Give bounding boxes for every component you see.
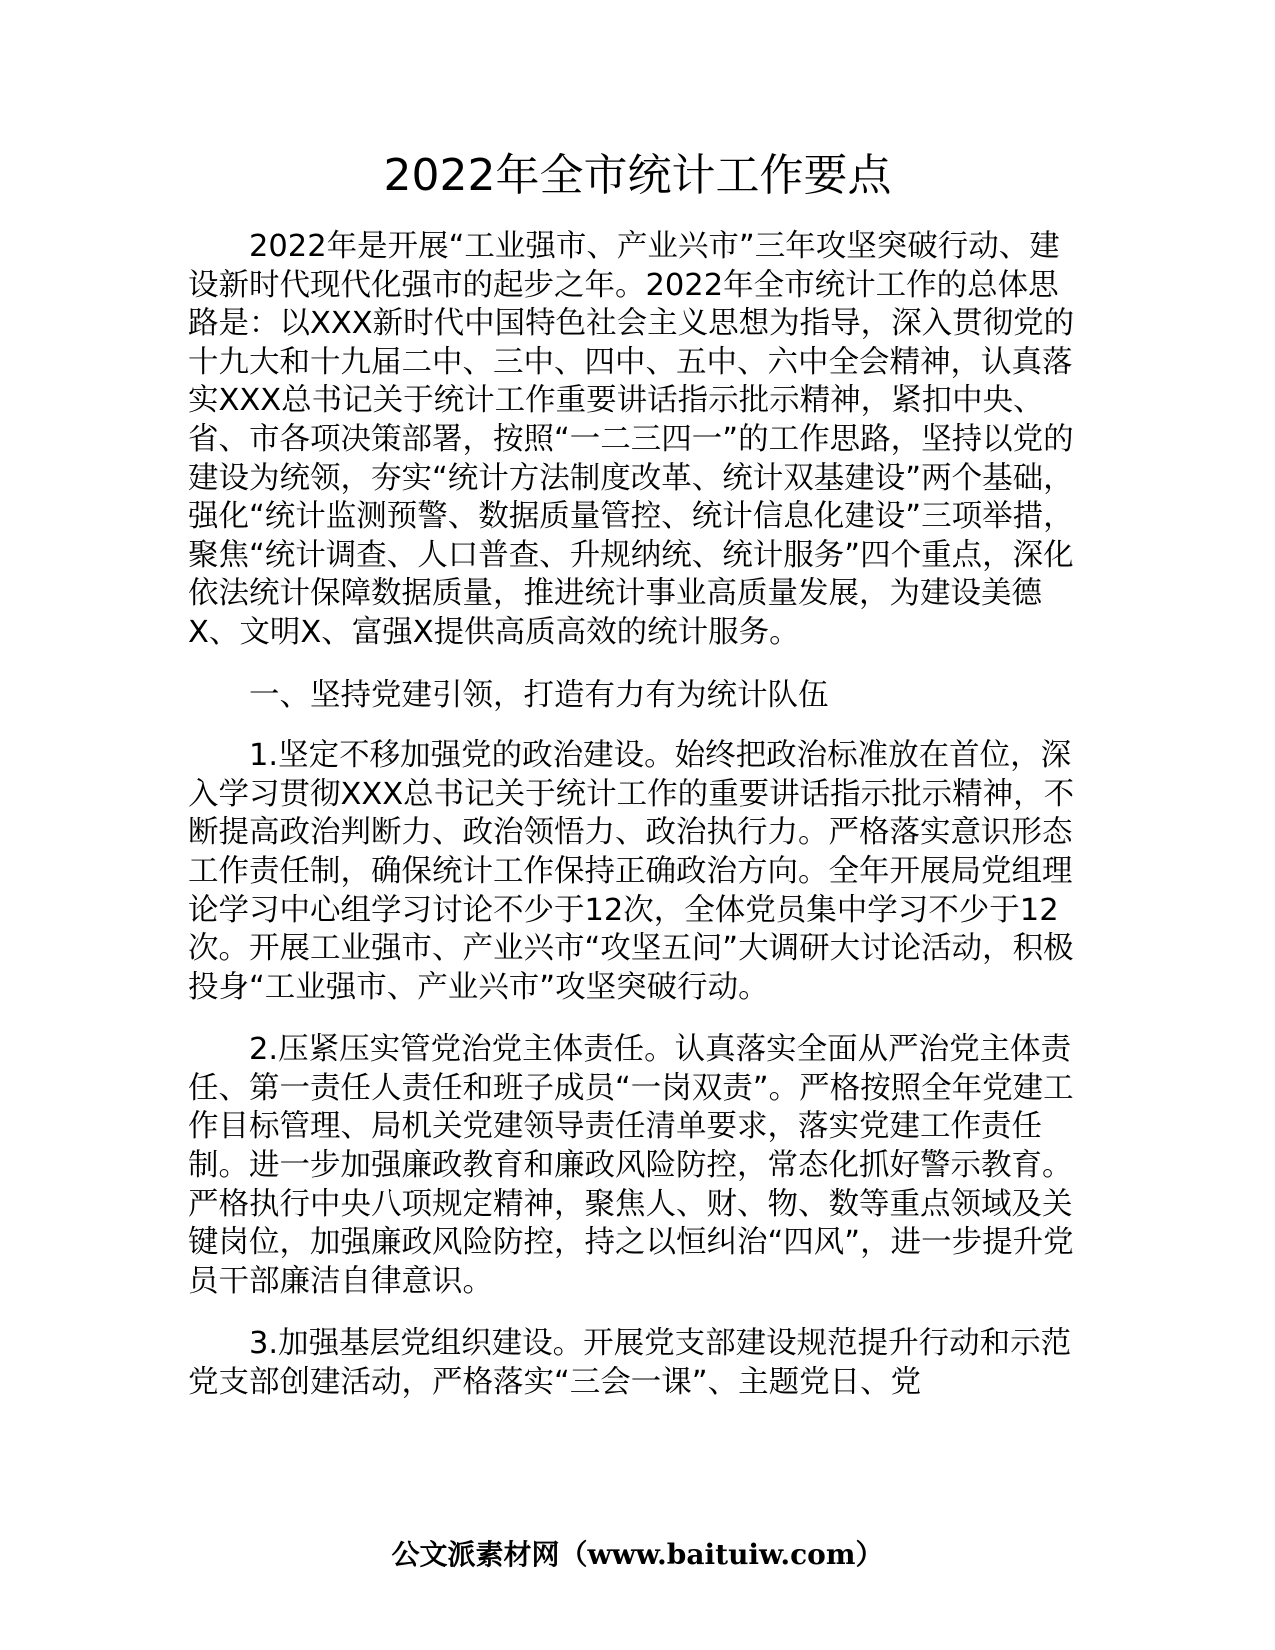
body-paragraph-3: 3.加强基层党组织建设。开展党支部建设规范提升行动和示范党支部创建活动，严格落实“三会一课”、主题党日、党 bbox=[188, 1326, 1072, 1401]
document-body bbox=[188, 228, 1088, 1427]
document-title: 2022年全市统计工作要点 bbox=[383, 150, 892, 201]
intro-paragraph: 2022年是开展“工业强市、产业兴市”三年攻坚突破行动、建设新时代现代化强市的起步之年。2022年全市统计工作的总体思路是：以XXX新时代中国特色社会主义思想为指导，深入贯彻党的十九大和十九届二中、三中、四中、五中、六中全会精神，认真落实XXX总书记关于统计工作重要讲话指示批示精神，紧扣中央、省、市各项决策部署，按照“一二三四一”的工作思路，坚持以党的建设为统领，夯实“统计方法制度改革、统计双基建设”两个基础，强化“统计监测预警、数据质量管控、统计信息化建设”三项举措，聚焦“统计调查、人口普查、升规纳统、统计服务”四个重点，深化依法统计保障数据质量，推进统计事业高质量发展，为建设美德X、文明X、富强X提供高质高效的统计服务。 bbox=[188, 229, 1075, 650]
body-paragraph-2: 2.压紧压实管党治党主体责任。认真落实全面从严治党主体责任、第一责任人责任和班子成员“一岗双责”。严格按照全年党建工作目标管理、局机关党建领导责任清单要求，落实党建工作责任制。进一步加强廉政教育和廉政风险防控，常态化抓好警示教育。严格执行中央八项规定精神，聚焦人、财、物、数等重点领域及关键岗位，加强廉政风险防控，持之以恒纠治“四风”，进一步提升党员干部廉洁自律意识。 bbox=[188, 1032, 1074, 1299]
section-heading: 一、坚持党建引领，打造有力有为统计队伍 bbox=[249, 677, 829, 713]
source-watermark-footer: 公文派素材网（www.baituiw.com） bbox=[391, 1538, 884, 1571]
body-paragraph-1: 1.坚定不移加强党的政治建设。始终把政治标准放在首位，深入学习贯彻XXX总书记关于统计工作的重要讲话指示批示精神，不断提高政治判断力、政治领悟力、政治执行力。严格落实意识形态工作责任制，确保统计工作保持正确政治方向。全年开展局党组理论学习中心组学习讨论不少于12次，全体党员集中学习不少于12次。开展工业强市、产业兴市“攻坚五问”大调研大讨论活动，积极投身“工业强市、产业兴市”攻坚突破行动。 bbox=[188, 738, 1075, 1005]
